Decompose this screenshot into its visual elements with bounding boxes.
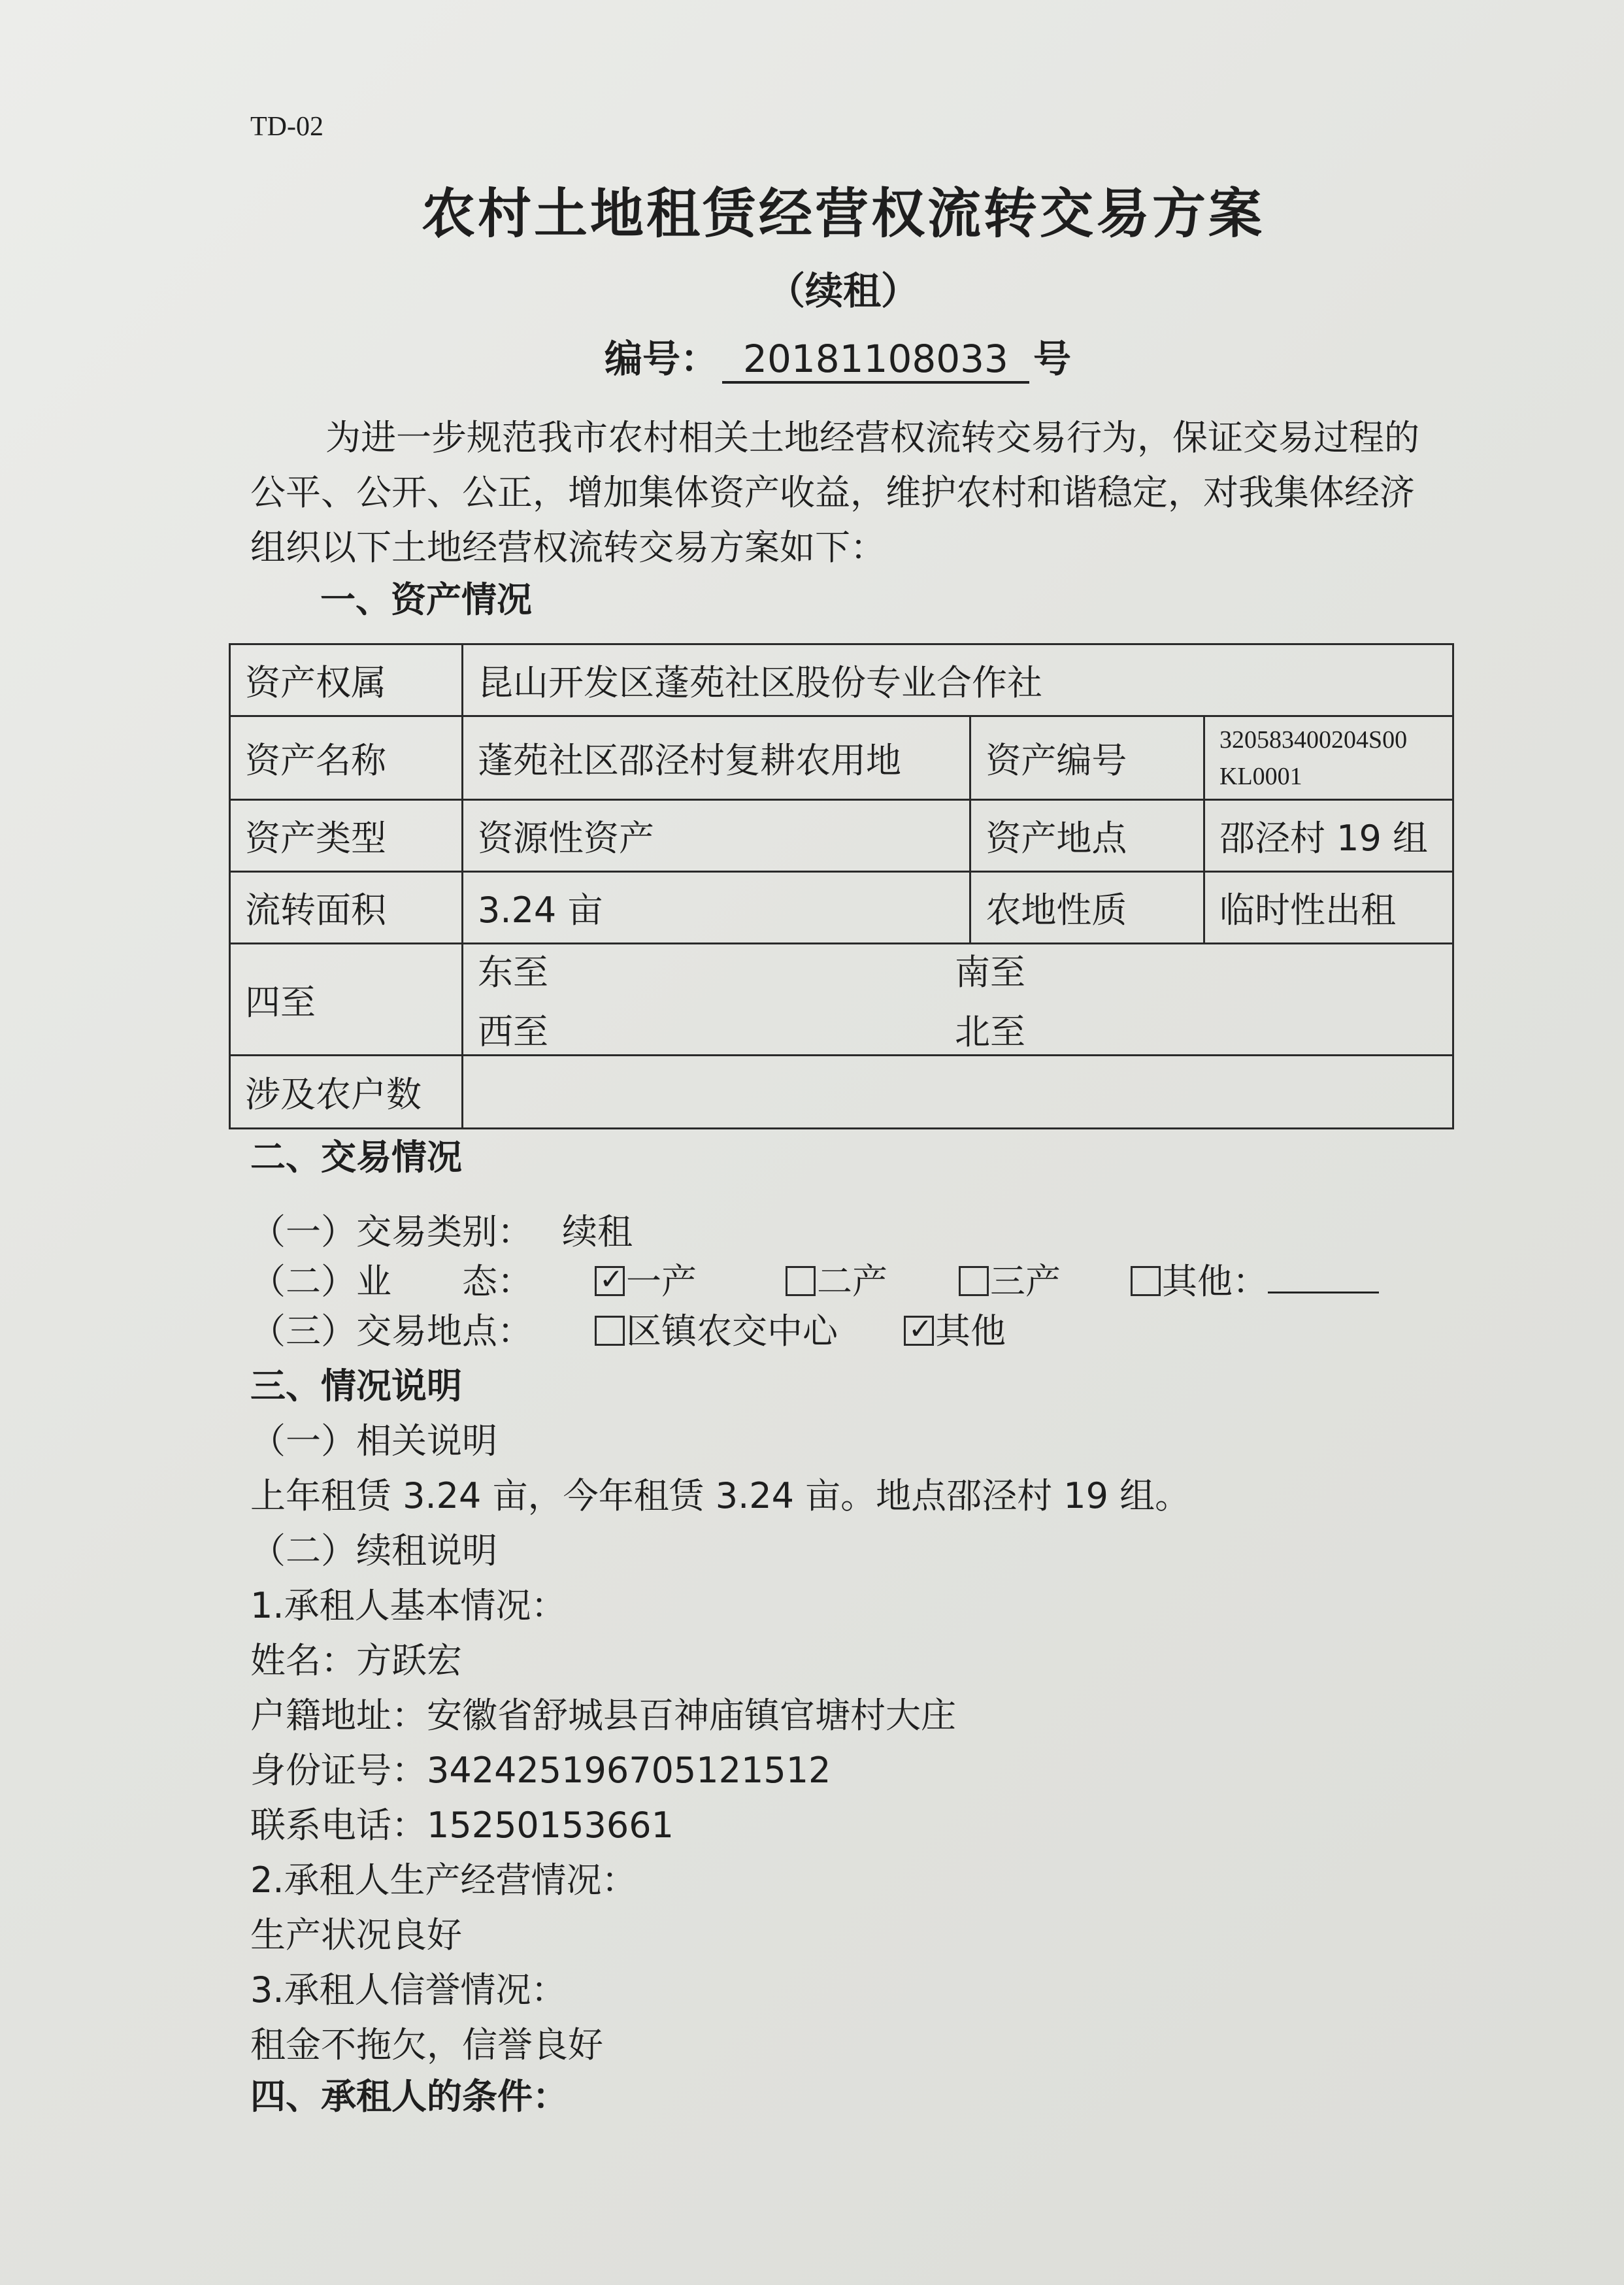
document-title: 农村土地租赁经营权流转交易方案 (421, 183, 1265, 245)
asset-code-value (1204, 716, 1453, 800)
industry-option-label: 二产 (817, 1261, 887, 1302)
category-label: （一）交易类别： (250, 1211, 533, 1252)
bound-west: 西至 (478, 1011, 549, 1052)
number-value: 20181108033 (722, 337, 1029, 384)
industry-label: （二）业 态： (250, 1261, 533, 1302)
intro-text: 为进一步规范我市农村相关土地经营权流转交易行为，保证交易过程的公平、公开、公正，增加集体资产收益，维护农村和谐稳定，对我集体经济组织以下土地经营权流转交易方案如下： (250, 417, 1419, 568)
checkbox-icon (595, 1316, 625, 1346)
asset-table (229, 643, 1454, 1129)
item-3-title: 3.承租人信誉情况： (250, 1969, 567, 2010)
asset-location-value: 邵泾村 19 组 (1204, 800, 1453, 872)
transfer-area-label: 流转面积 (230, 872, 463, 944)
related-title: （一）相关说明 (250, 1420, 497, 1461)
document-subtitle: （续租） (767, 269, 919, 313)
document-number-line (605, 328, 1071, 384)
land-nature-label: 农地性质 (970, 872, 1204, 944)
industry-option-label: 三产 (990, 1261, 1061, 1302)
asset-name-value: 蓬苑社区邵泾村复耕农用地 (463, 716, 970, 800)
ownership-value: 昆山开发区蓬苑社区股份专业合作社 (463, 644, 1453, 716)
industry-option-secondary (786, 1254, 887, 1304)
industry-option-primary (595, 1254, 697, 1304)
number-label: 编号： (605, 337, 719, 381)
industry-line (250, 1254, 533, 1304)
lessee-id-number: 身份证号：342425196705121512 (250, 1750, 831, 1791)
checkbox-checked-icon (595, 1266, 625, 1296)
place-option-other (904, 1303, 1006, 1354)
bounds-value (463, 944, 1453, 1056)
bound-north: 北至 (955, 1011, 1026, 1052)
checkbox-icon (786, 1266, 816, 1296)
bound-east: 东至 (478, 952, 549, 993)
table-row (230, 644, 1453, 716)
place-option-label: 其他 (935, 1310, 1006, 1352)
form-code: TD-02 (250, 112, 323, 142)
section-2-title: 二、交易情况 (250, 1137, 462, 1178)
place-option-center (595, 1303, 838, 1354)
transaction-category-line (250, 1204, 633, 1254)
checkbox-icon (1131, 1266, 1161, 1296)
asset-type-value: 资源性资产 (463, 800, 970, 872)
industry-option-other (1131, 1254, 1379, 1304)
lessee-phone: 联系电话：15250153661 (250, 1805, 674, 1846)
section-4-title: 四、承租人的条件： (250, 2076, 568, 2117)
asset-code-label: 资产编号 (970, 716, 1204, 800)
place-line (250, 1303, 533, 1354)
bounds-label: 四至 (230, 944, 463, 1056)
item-2-text: 生产状况良好 (250, 1914, 462, 1956)
table-row (230, 944, 1453, 1056)
related-text: 上年租赁 3.24 亩，今年租赁 3.24 亩。地点邵泾村 19 组。 (250, 1475, 1191, 1516)
item-2-title: 2.承租人生产经营情况： (250, 1860, 637, 1901)
place-label: （三）交易地点： (250, 1310, 533, 1352)
households-value (463, 1056, 1453, 1129)
number-suffix: 号 (1033, 337, 1072, 381)
industry-option-tertiary (959, 1254, 1061, 1304)
lessee-address: 户籍地址：安徽省舒城县百神庙镇官塘村大庄 (250, 1695, 956, 1736)
section-1-title: 一、资产情况 (320, 579, 532, 620)
checkbox-icon (959, 1266, 989, 1296)
industry-option-label: 一产 (626, 1261, 697, 1302)
asset-name-label: 资产名称 (230, 716, 463, 800)
households-label: 涉及农户数 (230, 1056, 463, 1129)
asset-type-label: 资产类型 (230, 800, 463, 872)
ownership-label: 资产权属 (230, 644, 463, 716)
item-1-title: 1.承租人基本情况： (250, 1585, 567, 1626)
renewal-title: （二）续租说明 (250, 1530, 497, 1571)
place-option-label: 区镇农交中心 (626, 1310, 838, 1352)
table-row (230, 872, 1453, 944)
bound-south: 南至 (955, 952, 1026, 993)
table-row (230, 800, 1453, 872)
asset-code-line-2: KL0001 (1219, 762, 1302, 790)
land-nature-value: 临时性出租 (1204, 872, 1453, 944)
table-row (230, 716, 1453, 800)
asset-location-label: 资产地点 (970, 800, 1204, 872)
other-blank-line (1268, 1292, 1379, 1293)
industry-option-label: 其他： (1162, 1261, 1268, 1302)
transfer-area-value: 3.24 亩 (463, 872, 970, 944)
category-value: 续租 (562, 1211, 633, 1252)
section-3-title: 三、情况说明 (250, 1365, 462, 1407)
lessee-name: 姓名：方跃宏 (250, 1640, 462, 1681)
intro-paragraph (250, 410, 1433, 575)
asset-code-line-1: 320583400204S00 (1219, 726, 1408, 754)
item-3-text: 租金不拖欠，信誉良好 (250, 2024, 603, 2065)
table-row (230, 1056, 1453, 1129)
checkbox-checked-icon (904, 1316, 934, 1346)
